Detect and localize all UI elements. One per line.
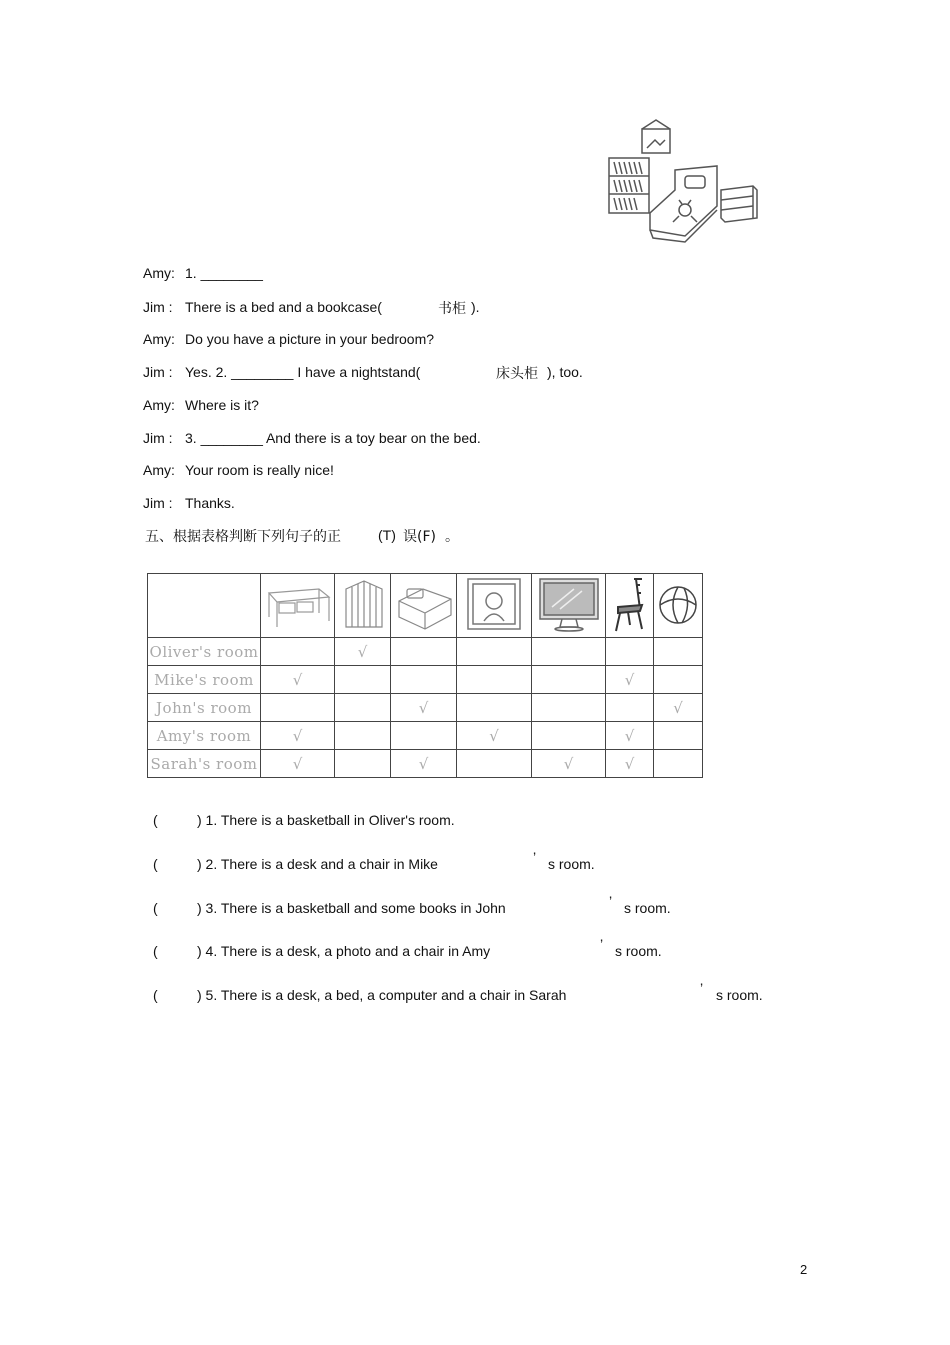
check-mark: √ xyxy=(418,698,429,717)
room-items-table xyxy=(147,573,703,778)
check-mark: √ xyxy=(418,754,429,773)
speaker-label: Amy: xyxy=(143,265,175,281)
table-cell xyxy=(606,666,654,694)
table-row xyxy=(148,666,703,694)
table-corner-cell xyxy=(148,574,261,638)
books-icon xyxy=(335,574,391,638)
table-cell xyxy=(457,722,532,750)
chinese-gloss: 床头柜 xyxy=(496,366,538,382)
table-cell xyxy=(457,638,532,666)
speaker-label: Jim : xyxy=(143,299,173,315)
check-mark: √ xyxy=(624,670,635,689)
computer-icon xyxy=(532,574,606,638)
dialogue-line: Where is it? xyxy=(185,397,259,413)
section-heading-f: 误(F) xyxy=(403,529,436,545)
question-text: ) 5. There is a desk, a bed, a computer and a chair in Sarah xyxy=(197,987,567,1003)
room-name-cell: Amy's room xyxy=(148,722,261,750)
dialogue-line-end: ), too. xyxy=(547,364,583,380)
check-mark: √ xyxy=(624,726,635,745)
table-cell xyxy=(606,750,654,778)
room-name-cell: Mike's room xyxy=(148,666,261,694)
room-name-cell: Sarah's room xyxy=(148,750,261,778)
question-text-end: s room. xyxy=(716,987,763,1003)
apostrophe: ’ xyxy=(609,893,613,909)
check-mark: √ xyxy=(292,754,303,773)
table-cell xyxy=(606,638,654,666)
apostrophe: ’ xyxy=(533,849,537,865)
answer-blank[interactable]: ( xyxy=(153,812,158,828)
check-mark: √ xyxy=(624,754,635,773)
table-cell xyxy=(457,694,532,722)
dialogue-line: Do you have a picture in your bedroom? xyxy=(185,331,435,347)
apostrophe: ’ xyxy=(700,980,704,996)
table-cell xyxy=(391,666,457,694)
dialogue-line-end: ). xyxy=(471,299,480,315)
speaker-label: Amy: xyxy=(143,331,175,347)
question-text: ) 1. There is a basketball in Oliver's room. xyxy=(197,812,455,828)
table-header-row xyxy=(148,574,703,638)
table-cell xyxy=(654,666,703,694)
table-row xyxy=(148,750,703,778)
bedroom-illustration xyxy=(605,118,765,243)
table-cell xyxy=(391,694,457,722)
table-cell xyxy=(261,750,335,778)
table-cell xyxy=(261,722,335,750)
question-text: ) 4. There is a desk, a photo and a chair in Amy xyxy=(197,943,491,959)
table-cell xyxy=(654,638,703,666)
speaker-label: Amy: xyxy=(143,397,175,413)
chinese-gloss: 书柜 xyxy=(438,301,466,317)
desk-icon xyxy=(261,574,335,638)
dialogue-line: 1. ________ xyxy=(185,265,263,281)
section-heading-t: (T) xyxy=(378,527,396,543)
table-cell xyxy=(654,750,703,778)
check-mark: √ xyxy=(563,754,574,773)
answer-blank[interactable]: ( xyxy=(153,900,158,916)
table-cell xyxy=(335,666,391,694)
table-cell xyxy=(335,750,391,778)
table-cell xyxy=(532,638,606,666)
table-cell xyxy=(391,750,457,778)
photo-icon xyxy=(457,574,532,638)
check-mark: √ xyxy=(489,726,499,745)
table-cell xyxy=(532,750,606,778)
question-text: ) 2. There is a desk and a chair in Mike xyxy=(197,856,438,872)
check-mark: √ xyxy=(292,670,303,689)
table-cell xyxy=(532,722,606,750)
bed-icon xyxy=(391,574,457,638)
question-text-end: s room. xyxy=(548,856,595,872)
speaker-label: Jim : xyxy=(143,364,173,380)
speaker-label: Jim : xyxy=(143,495,173,511)
check-mark: √ xyxy=(357,642,368,661)
table-cell xyxy=(457,666,532,694)
speaker-label: Amy: xyxy=(143,462,175,478)
room-name-cell: Oliver's room xyxy=(148,638,261,666)
table-cell xyxy=(261,694,335,722)
table-cell xyxy=(261,666,335,694)
dialogue-line: 3. ________ And there is a toy bear on the bed. xyxy=(185,430,481,446)
section-heading-text: 五、根据表格判断下列句子的正 xyxy=(145,529,341,545)
table-row xyxy=(148,694,703,722)
table-cell xyxy=(532,666,606,694)
speaker-label: Jim : xyxy=(143,430,173,446)
table-cell xyxy=(391,638,457,666)
answer-blank[interactable]: ( xyxy=(153,987,158,1003)
table-cell xyxy=(335,638,391,666)
table-cell xyxy=(606,722,654,750)
basketball-icon xyxy=(654,574,703,638)
table-cell xyxy=(532,694,606,722)
table-cell xyxy=(457,750,532,778)
page-number: 2 xyxy=(800,1262,808,1277)
dialogue-line: Your room is really nice! xyxy=(185,462,334,478)
check-mark: √ xyxy=(292,726,303,745)
room-name-cell: John's room xyxy=(148,694,261,722)
table-cell xyxy=(335,722,391,750)
question-text-end: s room. xyxy=(624,900,671,916)
table-row xyxy=(148,638,703,666)
table-cell xyxy=(391,722,457,750)
table-cell xyxy=(654,694,703,722)
answer-blank[interactable]: ( xyxy=(153,943,158,959)
answer-blank[interactable]: ( xyxy=(153,856,158,872)
dialogue-line: There is a bed and a bookcase( xyxy=(185,299,382,315)
dialogue-line: Yes. 2. ________ I have a nightstand( xyxy=(185,364,421,380)
chair-icon xyxy=(606,574,654,638)
check-mark: √ xyxy=(673,698,683,717)
table-cell xyxy=(261,638,335,666)
table-cell xyxy=(654,722,703,750)
table-cell xyxy=(335,694,391,722)
apostrophe: ’ xyxy=(600,936,604,952)
table-cell xyxy=(606,694,654,722)
question-text-end: s room. xyxy=(615,943,662,959)
question-text: ) 3. There is a basketball and some books in John xyxy=(197,900,506,916)
dialogue-line: Thanks. xyxy=(185,495,235,511)
section-heading-end: 。 xyxy=(445,529,459,545)
table-row xyxy=(148,722,703,750)
